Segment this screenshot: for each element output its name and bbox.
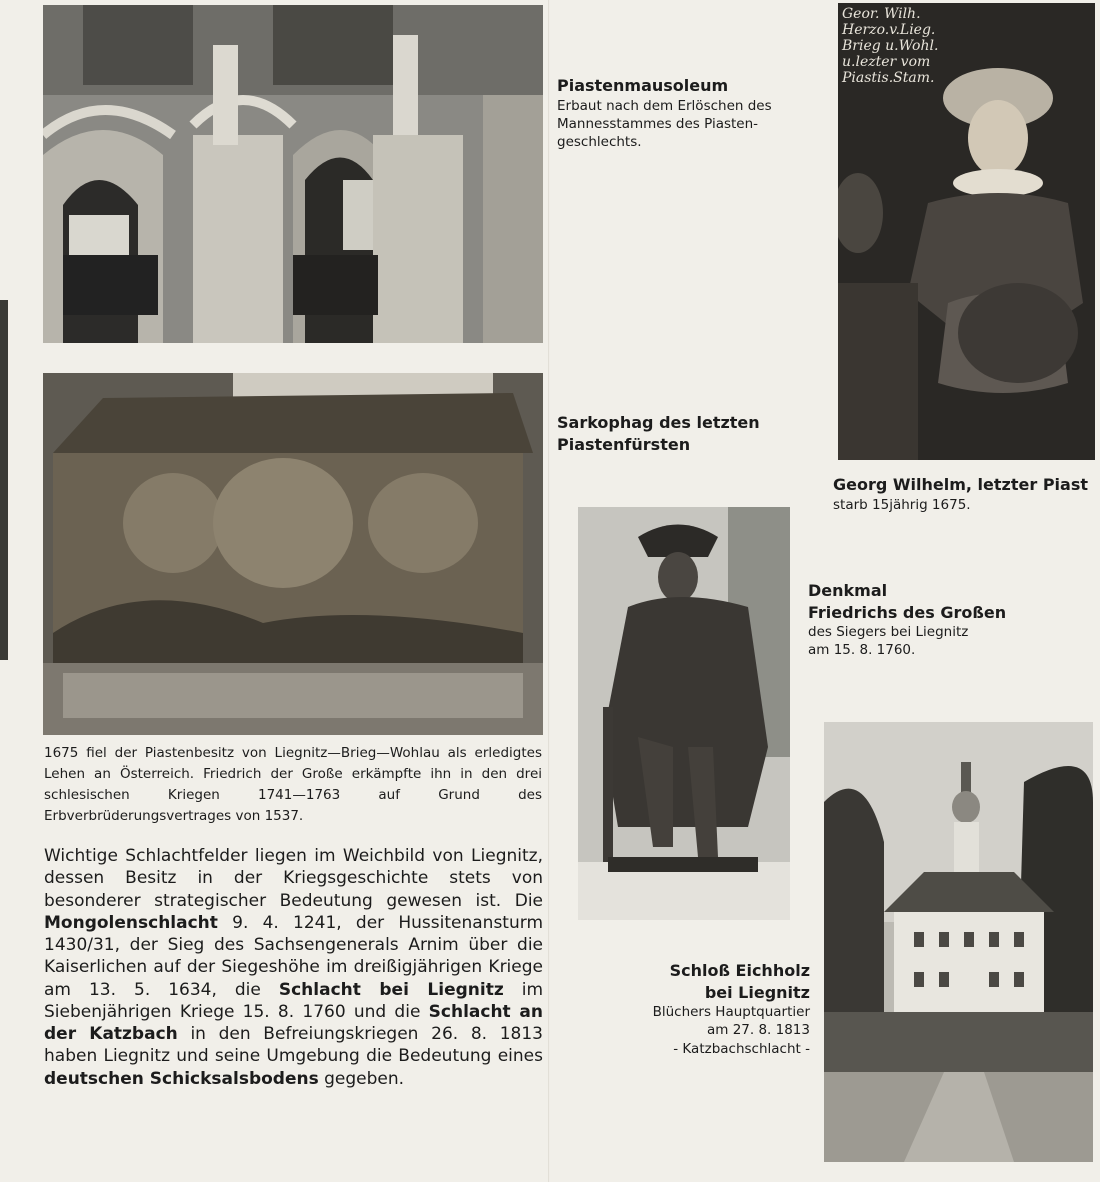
text-run: 9. 4. 1241, der Hussitenansturm 1430/31, der Sieg des Sachsengenerals Arnim über die Kaiserlichen auf der Siegeshöhe im dreißigjährigen Kriege am 13. 5. 1634, die (44, 912, 543, 1000)
caption-title: Piastenmausoleum (557, 76, 729, 95)
inscription-line: Herzo.v.Lieg. (842, 22, 936, 39)
caption-line: Erbaut nach dem Erlöschen des (557, 97, 772, 114)
bold-term: Schlacht an der Katzbach (44, 1001, 543, 1045)
caption-line: Blüchers Hauptquartier (652, 1004, 810, 1021)
georg-caption (833, 474, 1088, 514)
edge-strip (0, 300, 8, 660)
page-fold (548, 0, 550, 1182)
denkmal-caption (808, 580, 1006, 660)
portrait-inscription (842, 6, 938, 86)
caption-line: am 27. 8. 1813 (706, 1022, 810, 1039)
text-run: im Siebenjährigen Kriege 15. 8. 1760 und die (44, 979, 544, 1022)
sarcophagus-caption (557, 412, 760, 455)
bold-term: Schlacht bei Liegnitz (278, 979, 504, 1000)
schloss-caption (620, 960, 810, 1058)
caption-title: Schloß Eichholz (669, 961, 810, 980)
text-run: in den Befreiungskriegen 26. 8. 1813 haben Liegnitz und seine Umgebung die Bedeutung eines (44, 1024, 543, 1067)
inscription-line: Geor. Wilh. (842, 6, 921, 22)
caption-title: Piastenfürsten (557, 434, 691, 454)
caption-line: am 15. 8. 1760. (808, 642, 916, 659)
caption-title: Sarkophag des letzten (557, 413, 760, 432)
caption-title: Denkmal (808, 581, 888, 600)
sarcophagus-photo (43, 373, 543, 735)
caption-line: - Katzbachschlacht - (673, 1040, 810, 1057)
caption-title: Friedrichs des Großen (808, 602, 1007, 622)
mausoleum-caption (557, 75, 772, 151)
inscription-line: Piastis.Stam. (842, 70, 935, 87)
inscription-line: u.lezter vom (842, 54, 931, 71)
caption-line: geschlechts. (557, 134, 642, 151)
battlefields-paragraph (44, 845, 543, 1090)
caption-line: starb 15jährig 1675. (833, 496, 971, 513)
statue-photo (578, 507, 790, 920)
inscription-line: Brieg u.Wohl. (842, 38, 939, 55)
bold-term: deutschen Schicksalsbodens (44, 1068, 319, 1089)
caption-line: des Siegers bei Liegnitz (808, 624, 969, 641)
mausoleum-photo (43, 5, 543, 343)
castle-photo (824, 722, 1093, 1162)
history-paragraph: 1675 fiel der Piastenbesitz von Liegnitz—Brieg—Wohlau als erledigtes Lehen an Österreich. Friedrich der Große erkämpfte ihn in den drei schlesischen Kriegen 1741—1763 auf Grund des Erbverbrüderungsvertrages von 1537. (44, 745, 542, 824)
text-run: gegeben. (318, 1068, 405, 1089)
caption-title: Georg Wilhelm, letzter Piast (833, 475, 1088, 494)
text-run: Wichtige Schlachtfelder liegen im Weichbild von Liegnitz, dessen Besitz in der Kriegsgeschichte stets von besonderer strategischer Bedeutung gewesen ist. Die (44, 846, 543, 911)
caption-title: bei Liegnitz (704, 982, 810, 1002)
caption-line: Mannesstammes des Piasten- (557, 115, 759, 132)
bold-term: Mongolenschlacht (44, 912, 218, 933)
